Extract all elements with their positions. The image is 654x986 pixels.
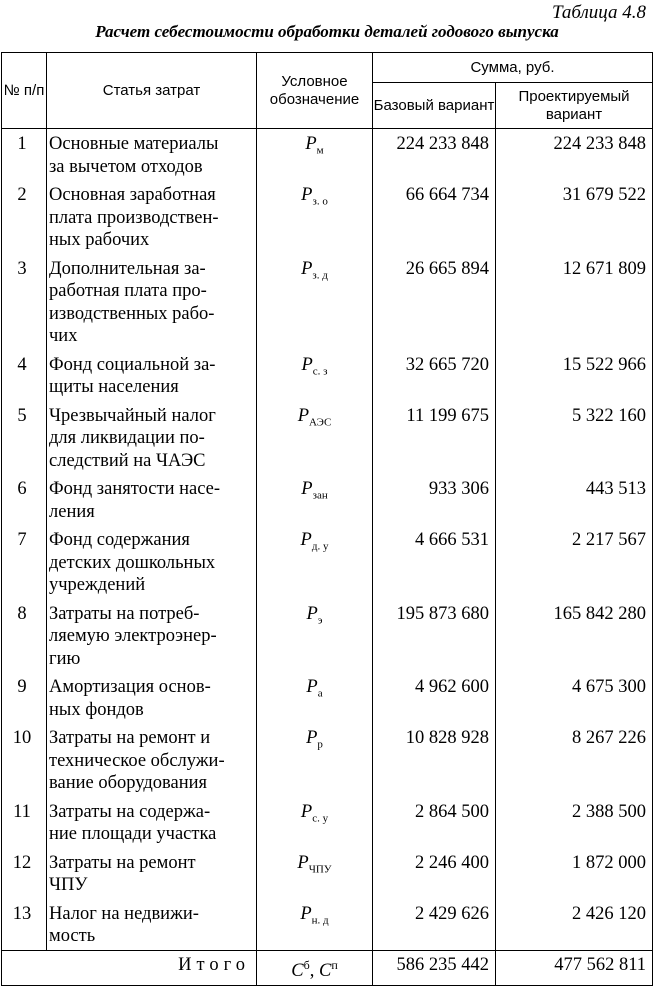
symbol-separator: , bbox=[309, 960, 319, 981]
symbol-letter: P bbox=[301, 258, 313, 279]
symbol-letter: P bbox=[306, 728, 318, 748]
row-number: 13 bbox=[2, 899, 47, 951]
symbol-letter: P bbox=[300, 530, 312, 550]
base-value: 2 246 400 bbox=[373, 848, 496, 899]
projected-value: 2 217 567 bbox=[496, 525, 653, 599]
projected-value: 31 679 522 bbox=[496, 180, 653, 254]
projected-value: 4 675 300 bbox=[496, 672, 653, 723]
cost-item-line: плата производствен- bbox=[49, 207, 219, 228]
symbol-letter: P bbox=[301, 185, 313, 205]
row-number: 2 bbox=[2, 180, 47, 254]
cost-item-line: ных фондов bbox=[49, 699, 144, 720]
cost-item-line: чих bbox=[49, 326, 78, 346]
table-row bbox=[2, 899, 653, 951]
base-value: 4 666 531 bbox=[373, 525, 496, 599]
cost-symbol bbox=[257, 180, 373, 254]
symbol-subscript: м bbox=[316, 144, 324, 157]
symbol-superscript: б bbox=[303, 957, 310, 972]
symbol-subscript: э bbox=[317, 614, 323, 627]
cost-item-line: Чрезвычайный налог bbox=[49, 405, 216, 426]
cost-symbol bbox=[257, 599, 373, 673]
table-row bbox=[2, 672, 653, 723]
table-row bbox=[2, 350, 653, 401]
cost-item-name bbox=[47, 401, 257, 475]
cost-symbol bbox=[257, 525, 373, 599]
total-symbol bbox=[257, 950, 373, 986]
header-symbol: Условное обозначение bbox=[257, 53, 373, 129]
cost-item-line: техническое обслужи- bbox=[49, 750, 225, 771]
cost-item-line: следствий на ЧАЭС bbox=[49, 450, 206, 471]
projected-value: 165 842 280 bbox=[496, 599, 653, 673]
projected-value: 443 513 bbox=[496, 474, 653, 525]
symbol-letter: P bbox=[301, 479, 313, 499]
base-value: 26 665 894 bbox=[373, 254, 496, 350]
base-value: 32 665 720 bbox=[373, 350, 496, 401]
cost-item-line: ляемую электроэнер- bbox=[49, 626, 217, 646]
cost-item-line: Основные материалы bbox=[49, 134, 219, 154]
symbol-letter: P bbox=[300, 903, 312, 924]
cost-symbol bbox=[257, 474, 373, 525]
projected-value: 2 388 500 bbox=[496, 797, 653, 848]
table-row bbox=[2, 129, 653, 181]
cost-item-line: ления bbox=[49, 501, 95, 522]
total-row bbox=[2, 950, 653, 986]
cost-item-line: для ликвидации по- bbox=[49, 428, 205, 448]
symbol-subscript: а bbox=[317, 687, 323, 700]
table-row bbox=[2, 848, 653, 899]
cost-item-line: Фонд занятости насе- bbox=[49, 479, 221, 499]
cost-item-line: Затраты на потреб- bbox=[49, 603, 200, 624]
table-row bbox=[2, 180, 653, 254]
cost-item-line: ных рабочих bbox=[49, 230, 150, 250]
base-value: 4 962 600 bbox=[373, 672, 496, 723]
cost-item-name bbox=[47, 474, 257, 525]
cost-symbol bbox=[257, 672, 373, 723]
symbol-letter: P bbox=[306, 677, 318, 697]
symbol-subscript: з. д bbox=[312, 269, 328, 282]
table-number: Таблица 4.8 bbox=[552, 2, 646, 23]
row-number: 1 bbox=[2, 129, 47, 181]
cost-item-name bbox=[47, 599, 257, 673]
row-number: 5 bbox=[2, 401, 47, 475]
header-num: № п/п bbox=[2, 53, 47, 129]
cost-item-name bbox=[47, 723, 257, 797]
projected-value: 224 233 848 bbox=[496, 129, 653, 181]
symbol-subscript: ЧПУ bbox=[308, 863, 332, 876]
cost-item-line: Амортизация основ- bbox=[49, 677, 211, 697]
table-row bbox=[2, 599, 653, 673]
base-value: 11 199 675 bbox=[373, 401, 496, 475]
projected-value: 15 522 966 bbox=[496, 350, 653, 401]
cost-item-line: учреждений bbox=[49, 575, 146, 595]
table-row bbox=[2, 797, 653, 848]
symbol-subscript: АЭС bbox=[309, 416, 332, 429]
symbol-letter: P bbox=[305, 134, 317, 154]
symbol-letter: P bbox=[297, 405, 310, 426]
symbol-subscript: д. у bbox=[311, 540, 329, 553]
table-row bbox=[2, 401, 653, 475]
symbol-superscript: п bbox=[331, 957, 338, 972]
header-base: Базовый вариант bbox=[373, 83, 496, 129]
base-value: 66 664 734 bbox=[373, 180, 496, 254]
cost-symbol bbox=[257, 350, 373, 401]
row-number: 12 bbox=[2, 848, 47, 899]
row-number: 3 bbox=[2, 254, 47, 350]
base-value: 195 873 680 bbox=[373, 599, 496, 673]
total-label: Итого bbox=[2, 950, 257, 986]
row-number: 6 bbox=[2, 474, 47, 525]
header-sum: Сумма, руб. bbox=[373, 53, 653, 83]
row-number: 10 bbox=[2, 723, 47, 797]
cost-item-name bbox=[47, 672, 257, 723]
cost-symbol bbox=[257, 848, 373, 899]
symbol-letter: P bbox=[306, 603, 318, 624]
row-number: 9 bbox=[2, 672, 47, 723]
symbol-letter: C bbox=[291, 960, 304, 981]
table-title: Расчет себестоимости обработки деталей годового выпуска bbox=[95, 22, 559, 41]
cost-item-line: гию bbox=[49, 648, 81, 669]
cost-item-name bbox=[47, 129, 257, 181]
symbol-letter: C bbox=[318, 960, 332, 981]
row-number: 4 bbox=[2, 350, 47, 401]
cost-symbol bbox=[257, 401, 373, 475]
cost-item-name bbox=[47, 350, 257, 401]
cost-item-line: мость bbox=[49, 926, 96, 946]
base-value: 2 429 626 bbox=[373, 899, 496, 951]
row-number: 11 bbox=[2, 797, 47, 848]
symbol-subscript: зан bbox=[312, 489, 328, 502]
cost-item-name bbox=[47, 180, 257, 254]
symbol-letter: P bbox=[297, 852, 309, 873]
cost-item-line: ЧПУ bbox=[49, 875, 88, 895]
symbol-subscript: з. о bbox=[312, 195, 328, 208]
table-row bbox=[2, 254, 653, 350]
table-row bbox=[2, 525, 653, 599]
projected-value: 1 872 000 bbox=[496, 848, 653, 899]
cost-item-line: Основная заработная bbox=[49, 185, 216, 205]
cost-table bbox=[1, 52, 653, 986]
cost-item-name bbox=[47, 848, 257, 899]
base-value: 933 306 bbox=[373, 474, 496, 525]
cost-item-line: Фонд содержания bbox=[49, 530, 190, 550]
base-value: 224 233 848 bbox=[373, 129, 496, 181]
cost-item-line: детских дошкольных bbox=[49, 552, 216, 573]
cost-item-line: Налог на недвижи- bbox=[49, 903, 199, 924]
symbol-letter: P bbox=[301, 354, 313, 375]
table-body bbox=[2, 129, 653, 986]
symbol-subscript: с. у bbox=[312, 812, 329, 825]
row-number: 8 bbox=[2, 599, 47, 673]
cost-item-line: Дополнительная за- bbox=[49, 258, 206, 279]
cost-item-line: ние площади участка bbox=[49, 824, 217, 844]
base-value: 10 828 928 bbox=[373, 723, 496, 797]
symbol-subscript: н. д bbox=[311, 914, 329, 927]
cost-item-line: вание оборудования bbox=[49, 773, 208, 793]
table-row bbox=[2, 723, 653, 797]
table-row bbox=[2, 474, 653, 525]
cost-item-line: Затраты на ремонт bbox=[49, 852, 196, 873]
cost-item-line: Затраты на ремонт и bbox=[49, 728, 211, 748]
cost-item-line: работная плата про- bbox=[49, 281, 207, 301]
cost-symbol bbox=[257, 797, 373, 848]
total-base-value: 586 235 442 bbox=[373, 950, 496, 986]
cost-item-line: Затраты на содержа- bbox=[49, 801, 211, 822]
symbol-letter: P bbox=[300, 801, 313, 822]
cost-item-name bbox=[47, 899, 257, 951]
symbol-subscript: с. з bbox=[312, 365, 328, 378]
cost-item-name bbox=[47, 254, 257, 350]
total-projected-value: 477 562 811 bbox=[496, 950, 653, 986]
projected-value: 8 267 226 bbox=[496, 723, 653, 797]
cost-item-line: щиты населения bbox=[49, 377, 179, 397]
cost-symbol bbox=[257, 723, 373, 797]
cost-item-name bbox=[47, 797, 257, 848]
projected-value: 12 671 809 bbox=[496, 254, 653, 350]
symbol-subscript: р bbox=[317, 738, 323, 751]
row-number: 7 bbox=[2, 525, 47, 599]
header-item: Статья затрат bbox=[47, 53, 257, 129]
cost-item-line: за вычетом отходов bbox=[49, 156, 203, 177]
cost-item-line: изводственных рабо- bbox=[49, 303, 215, 324]
projected-value: 5 322 160 bbox=[496, 401, 653, 475]
cost-item-name bbox=[47, 525, 257, 599]
base-value: 2 864 500 bbox=[373, 797, 496, 848]
cost-item-line: Фонд социальной за- bbox=[49, 354, 216, 375]
header-proj: Проектируемый вариант bbox=[496, 83, 653, 129]
cost-symbol bbox=[257, 254, 373, 350]
cost-symbol bbox=[257, 129, 373, 181]
cost-symbol bbox=[257, 899, 373, 951]
projected-value: 2 426 120 bbox=[496, 899, 653, 951]
